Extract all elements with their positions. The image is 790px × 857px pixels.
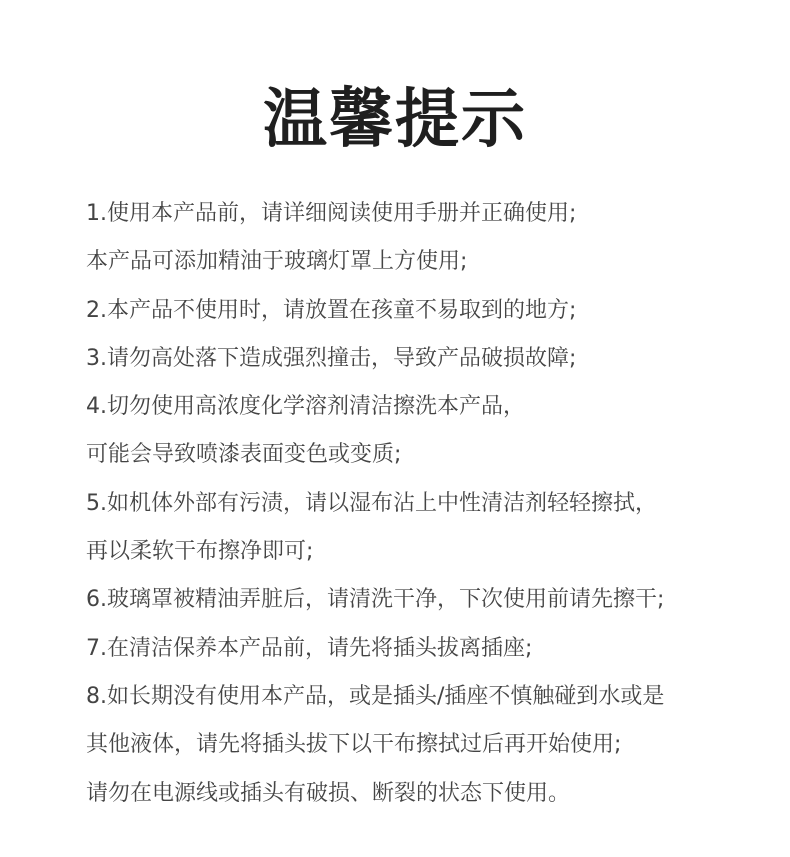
page-title: 温馨提示 <box>263 83 527 157</box>
tips-list <box>86 190 776 818</box>
tip-line: 4.切勿使用高浓度化学溶剂清洁擦洗本产品， <box>86 394 525 420</box>
tip-line: 7.在清洁保养本产品前，请先将插头拔离插座; <box>86 635 533 661</box>
tip-line: 其他液体，请先将插头拔下以干布擦拭过后再开始使用; <box>86 732 622 758</box>
tip-line: 8.如长期没有使用本产品，或是插头/插座不慎触碰到水或是 <box>86 683 665 709</box>
tip-line: 3.请勿高处落下造成强烈撞击，导致产品破损故障; <box>86 345 577 371</box>
tip-line: 本产品可添加精油于玻璃灯罩上方使用; <box>86 249 468 275</box>
tip-line: 5.如机体外部有污渍，请以湿布沾上中性清洁剂轻轻擦拭， <box>86 490 657 516</box>
tip-line: 2.本产品不使用时，请放置在孩童不易取到的地方; <box>86 297 577 323</box>
tip-line: 6.玻璃罩被精油弄脏后，请清洗干净，下次使用前请先擦干; <box>86 587 665 613</box>
tip-line: 再以柔软干布擦净即可; <box>86 539 314 565</box>
tip-line: 可能会导致喷漆表面变色或变质; <box>86 442 402 468</box>
tip-line: 请勿在电源线或插头有破损、断裂的状态下使用。 <box>86 780 571 806</box>
tip-line: 1.使用本产品前，请详细阅读使用手册并正确使用; <box>86 201 577 226</box>
